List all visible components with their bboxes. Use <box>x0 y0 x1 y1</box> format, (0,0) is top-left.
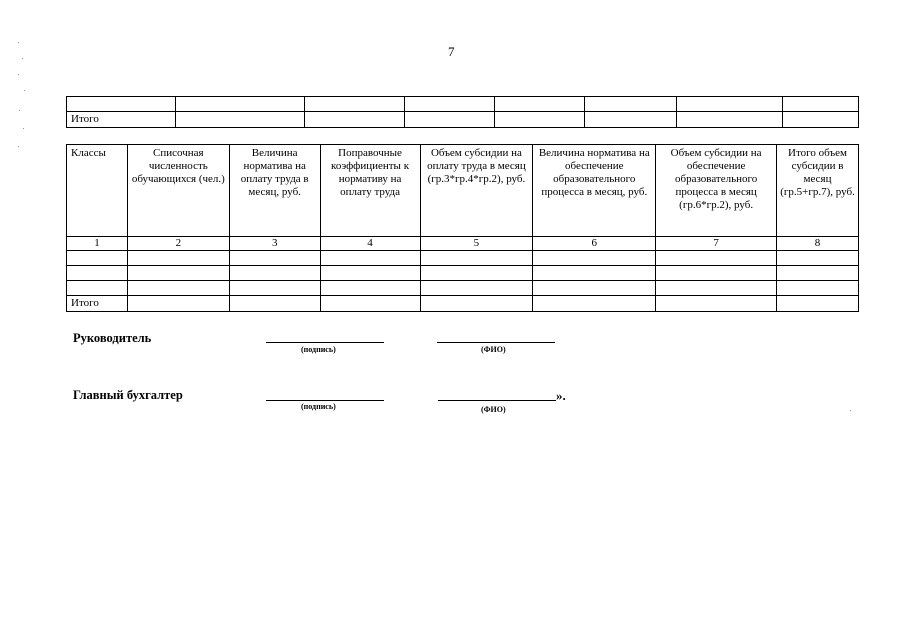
header-correction-coefficients: Поправочные коэффициенты к нормативу на оплату труда <box>320 145 420 237</box>
total-label: Итого <box>67 112 176 128</box>
table-cell <box>533 265 656 280</box>
column-number: 5 <box>420 237 533 251</box>
table-cell <box>420 295 533 311</box>
column-number: 8 <box>777 237 859 251</box>
table-cell <box>304 112 404 128</box>
column-number: 6 <box>533 237 656 251</box>
accountant-name-caption: (ФИО) <box>481 405 506 414</box>
table-cell <box>127 280 229 295</box>
total-label: Итого <box>67 295 128 311</box>
table-cell <box>320 265 420 280</box>
table-cell <box>404 97 495 112</box>
table-row <box>67 250 859 265</box>
head-signature-caption: (подпись) <box>301 345 336 354</box>
table-cell <box>304 97 404 112</box>
page-number: 7 <box>448 44 455 59</box>
subsidy-calculation-table <box>66 144 859 312</box>
column-number-row <box>67 237 859 251</box>
table-cell <box>127 295 229 311</box>
accountant-label: Главный бухгалтер <box>73 388 183 402</box>
table-cell <box>320 280 420 295</box>
table-cell <box>656 280 777 295</box>
table-cell <box>783 112 859 128</box>
table-cell <box>420 250 533 265</box>
column-number: 3 <box>229 237 320 251</box>
table-cell <box>127 265 229 280</box>
table-cell <box>229 250 320 265</box>
table-cell <box>229 280 320 295</box>
total-row <box>67 295 859 311</box>
table-cell <box>175 97 304 112</box>
column-number: 7 <box>656 237 777 251</box>
table-cell <box>67 97 176 112</box>
table-cell <box>175 112 304 128</box>
table-cell <box>777 295 859 311</box>
table-cell <box>420 265 533 280</box>
table-cell <box>677 112 783 128</box>
table-cell <box>404 112 495 128</box>
accountant-name-line[interactable] <box>438 400 556 401</box>
total-row <box>67 112 859 128</box>
closing-quote: ». <box>556 388 566 403</box>
table-cell <box>67 250 128 265</box>
table-cell <box>320 295 420 311</box>
header-student-count: Списочная численность обучающихся (чел.) <box>127 145 229 237</box>
table-cell <box>533 250 656 265</box>
table-cell <box>585 112 677 128</box>
header-classes: Классы <box>67 145 128 237</box>
table-cell <box>67 280 128 295</box>
table-cell <box>656 250 777 265</box>
accountant-signature-caption: (подпись) <box>301 402 336 411</box>
table-row <box>67 265 859 280</box>
head-label: Руководитель <box>73 331 152 345</box>
table-row <box>67 280 859 295</box>
table-cell <box>677 97 783 112</box>
table-cell <box>320 250 420 265</box>
header-total-subsidy: Итого объем субсидии в месяц (гр.5+гр.7), руб. <box>777 145 859 237</box>
header-row <box>67 145 859 237</box>
table-cell <box>656 265 777 280</box>
header-process-subsidy: Объем субсидии на обеспечение образовательного процесса в месяц (гр.6*гр.2), руб. <box>656 145 777 237</box>
continuation-table <box>66 96 859 128</box>
head-signature-line[interactable] <box>266 342 384 343</box>
table-cell <box>67 265 128 280</box>
header-wage-norm: Величина норматива на оплату труда в месяц, руб. <box>229 145 320 237</box>
table-cell <box>495 112 585 128</box>
column-number: 1 <box>67 237 128 251</box>
table-row <box>67 97 859 112</box>
table-cell <box>229 265 320 280</box>
head-name-caption: (ФИО) <box>481 345 506 354</box>
table-cell <box>229 295 320 311</box>
table-cell <box>585 97 677 112</box>
table-cell <box>783 97 859 112</box>
header-process-norm: Величина норматива на обеспечение образовательного процесса в месяц, руб. <box>533 145 656 237</box>
table-cell <box>533 295 656 311</box>
table-cell <box>656 295 777 311</box>
head-name-line[interactable] <box>437 342 555 343</box>
header-wage-subsidy: Объем субсидии на оплату труда в месяц (гр.3*гр.4*гр.2), руб. <box>420 145 533 237</box>
table-cell <box>777 250 859 265</box>
column-number: 4 <box>320 237 420 251</box>
table-cell <box>420 280 533 295</box>
table-cell <box>127 250 229 265</box>
table-cell <box>495 97 585 112</box>
table-cell <box>533 280 656 295</box>
column-number: 2 <box>127 237 229 251</box>
table-cell <box>777 265 859 280</box>
accountant-signature-line[interactable] <box>266 400 384 401</box>
table-cell <box>777 280 859 295</box>
